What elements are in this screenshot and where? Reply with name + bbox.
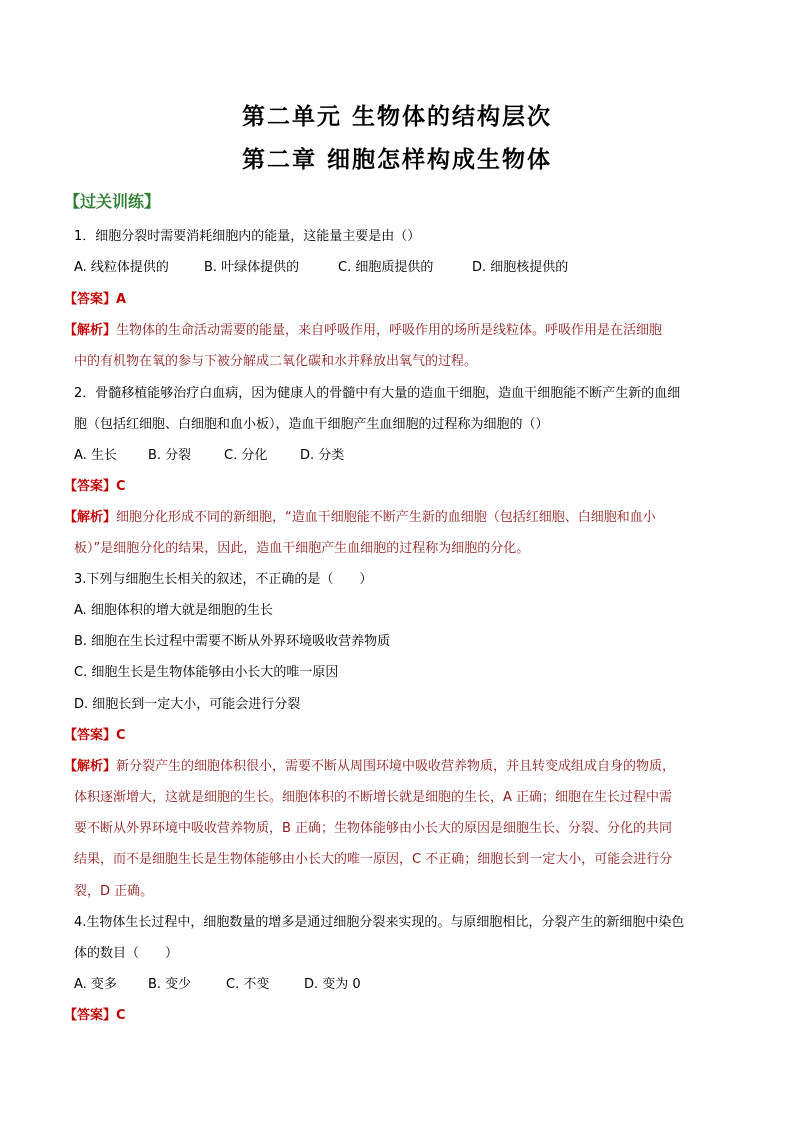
q2-options [74,446,344,466]
q2-answer [64,477,126,497]
analysis-tag: 【解析】 [64,759,117,774]
answer-tag: 【答案】 [64,728,117,743]
q4-stem-line-1: 4.生物体生长过程中，细胞数量的增多是通过细胞分裂来实现的。与原细胞相比，分裂产生的新细胞中染色 [74,915,685,930]
q1-answer [64,290,126,310]
q2-option-b: B. 分裂 [148,448,192,463]
q3-answer-value: C [116,728,126,743]
q4-option-b: B. 变少 [148,977,192,992]
q1-answer-value: A [116,292,127,307]
chapter-title: 第二章 细胞怎样构成生物体 [241,146,552,173]
q1-option-c: C. 细胞质提供的 [338,260,434,275]
q4-stem-line-2: 体的数目（ ） [74,946,179,961]
q4-answer-value: C [116,1008,126,1023]
q3-answer [64,726,126,746]
q3-analysis-line-2: 体积逐渐增大，这就是细胞的生长。细胞体积的不断增长就是细胞的生长，A 正确；细胞在生长过程中需 [74,790,673,805]
answer-tag: 【答案】 [64,1008,117,1023]
q4-answer [64,1006,126,1026]
analysis-tag: 【解析】 [64,323,117,338]
section-label: 【过关训练】 [64,192,161,211]
q3-analysis-line-5: 裂，D 正确。 [74,884,154,899]
q1-option-d: D. 细胞核提供的 [472,260,569,275]
q1-option-b: B. 叶绿体提供的 [204,260,300,275]
answer-tag: 【答案】 [64,292,117,307]
unit-title: 第二单元 生物体的结构层次 [241,103,552,130]
answer-tag: 【答案】 [64,479,117,494]
q2-option-a: A. 生长 [74,448,117,463]
q4-option-c: C. 不变 [226,977,270,992]
q2-answer-value: C [116,479,126,494]
q3-analysis-line-4: 结果，而不是细胞生长是生物体能够由小长大的唯一原因，C 不正确；细胞长到一定大小，可能会进行分 [74,852,673,867]
q2-stem-line-2: 胞（包括红细胞、白细胞和血小板），造血干细胞产生血细胞的过程称为细胞的（） [74,417,549,432]
q2-option-c: C. 分化 [224,448,268,463]
q3-analysis-line-1: 【解析】新分裂产生的细胞体积很小，需要不断从周围环境中吸收营养物质，并且转变成组成自身的物质， [64,759,676,774]
analysis-tag: 【解析】 [64,510,117,525]
q3-stem: 3.下列与细胞生长相关的叙述，不正确的是（ ） [74,572,373,587]
q2-analysis-line-1: 【解析】细胞分化形成不同的新细胞，“造血干细胞能不断产生新的血细胞（包括红细胞、白细胞和血小 [64,510,656,525]
q4-options [74,975,361,995]
q3-option-c: C. 细胞生长是生物体能够由小长大的唯一原因 [74,665,339,680]
q2-analysis-line-2: 板）”是细胞分化的结果，因此，造血干细胞产生血细胞的过程称为细胞的分化。 [74,541,530,556]
q2-option-d: D. 分类 [300,448,345,463]
q3-option-b: B. 细胞在生长过程中需要不断从外界环境吸收营养物质 [74,634,391,649]
q4-option-d: D. 变为 0 [304,977,361,992]
q1-analysis-line-1: 【解析】生物体的生命活动需要的能量，来自呼吸作用，呼吸作用的场所是线粒体。呼吸作用是在活细胞 [64,323,663,338]
q1-options [74,258,568,278]
q1-stem: 1．细胞分裂时需要消耗细胞内的能量，这能量主要是由（） [74,229,421,244]
q2-stem-line-1: 2．骨髓移植能够治疗白血病，因为健康人的骨髓中有大量的造血干细胞，造血干细胞能不断产生新的血细 [74,386,681,401]
q3-option-a: A. 细胞体积的增大就是细胞的生长 [74,603,273,618]
q4-option-a: A. 变多 [74,977,117,992]
q1-analysis-line-2: 中的有机物在氧的参与下被分解成二氧化碳和水并释放出氧气的过程。 [74,354,478,369]
q3-option-d: D. 细胞长到一定大小，可能会进行分裂 [74,697,301,712]
q1-option-a: A. 线粒体提供的 [74,260,169,275]
q3-analysis-line-3: 要不断从外界环境中吸收营养物质，B 正确；生物体能够由小长大的原因是细胞生长、分裂、分化的共同 [74,821,673,836]
